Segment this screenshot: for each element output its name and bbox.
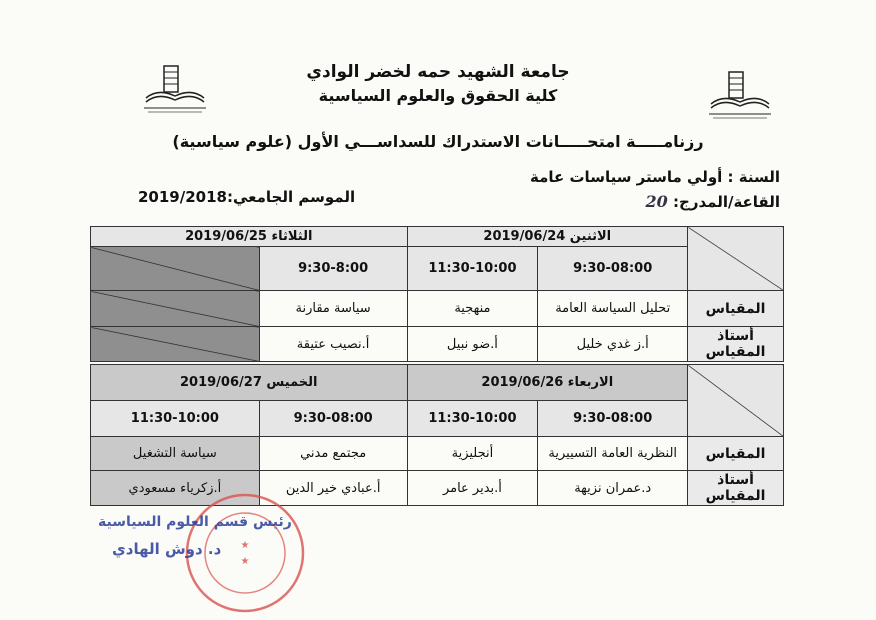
day-header: الاربعاء 2019/06/26 bbox=[407, 365, 688, 401]
svg-text:★: ★ bbox=[240, 556, 250, 567]
professor-cell: أ.ضو نبيل bbox=[407, 327, 538, 362]
year-line: السنة : أولي ماستر سياسات عامة bbox=[530, 168, 780, 186]
subject-cell: أنجليزية bbox=[407, 437, 538, 471]
hall-value: 20 bbox=[645, 192, 668, 211]
subject-cell: مجتمع مدني bbox=[259, 437, 407, 471]
time-cell: 9:30-8:00 bbox=[259, 247, 407, 291]
empty-slot bbox=[91, 327, 260, 362]
faculty-name: كلية الحقوق والعلوم السياسية bbox=[318, 86, 558, 105]
svg-text:★: ★ bbox=[240, 540, 250, 551]
corner-cell bbox=[688, 365, 784, 437]
time-cell: 9:30-08:00 bbox=[538, 247, 688, 291]
university-name: جامعة الشهيد حمه لخضر الوادي bbox=[306, 62, 570, 82]
time-cell: 9:30-08:00 bbox=[259, 401, 407, 437]
day-header: الثلاثاء 2019/06/25 bbox=[91, 227, 408, 247]
academic-season: الموسم الجامعي:2019/2018 bbox=[138, 188, 356, 206]
time-cell: 11:30-10:00 bbox=[407, 247, 538, 291]
subject-cell: منهجية bbox=[407, 291, 538, 327]
professor-cell: د.عمران نزيهة bbox=[538, 471, 688, 506]
day-header: الاثنين 2019/06/24 bbox=[407, 227, 688, 247]
day-header: الخميس 2019/06/27 bbox=[91, 365, 408, 401]
signature-name: د. دوش الهادي bbox=[112, 540, 222, 558]
signature-title: رئيس قسم العلوم السياسية bbox=[98, 514, 292, 530]
row-label-professor: أستاذ المقياس bbox=[688, 327, 784, 362]
row-label-professor: أستاذ المقياس bbox=[688, 471, 784, 506]
subject-cell: تحليل السياسة العامة bbox=[538, 291, 688, 327]
subject-cell: سياسة التشغيل bbox=[91, 437, 260, 471]
time-cell: 11:30-10:00 bbox=[91, 401, 260, 437]
row-label-subject: المقياس bbox=[688, 291, 784, 327]
time-cell: 9:30-08:00 bbox=[538, 401, 688, 437]
document-title: رزنامـــــة امتحـــــانات الاستدراك للسداســـي الأول (علوم سياسية) bbox=[172, 132, 704, 151]
subject-cell: سياسة مقارنة bbox=[259, 291, 407, 327]
professor-cell: أ.ز غدي خليل bbox=[538, 327, 688, 362]
professor-cell: أ.نصيب عتيقة bbox=[259, 327, 407, 362]
subject-cell: النظرية العامة التسييرية bbox=[538, 437, 688, 471]
professor-cell: أ.بدير عامر bbox=[407, 471, 538, 506]
professor-cell: أ.عبادي خير الدين bbox=[259, 471, 407, 506]
hall-label: القاعة/المدرج: bbox=[673, 193, 780, 211]
row-label-subject: المقياس bbox=[688, 437, 784, 471]
professor-cell: أ.زكرياء مسعودي bbox=[91, 471, 260, 506]
exam-table-week1 bbox=[90, 226, 784, 362]
corner-cell bbox=[688, 227, 784, 291]
exam-table-week2 bbox=[90, 364, 784, 506]
empty-slot bbox=[91, 291, 260, 327]
time-cell: 11:30-10:00 bbox=[407, 401, 538, 437]
hall-line bbox=[646, 192, 780, 211]
empty-slot bbox=[91, 247, 260, 291]
